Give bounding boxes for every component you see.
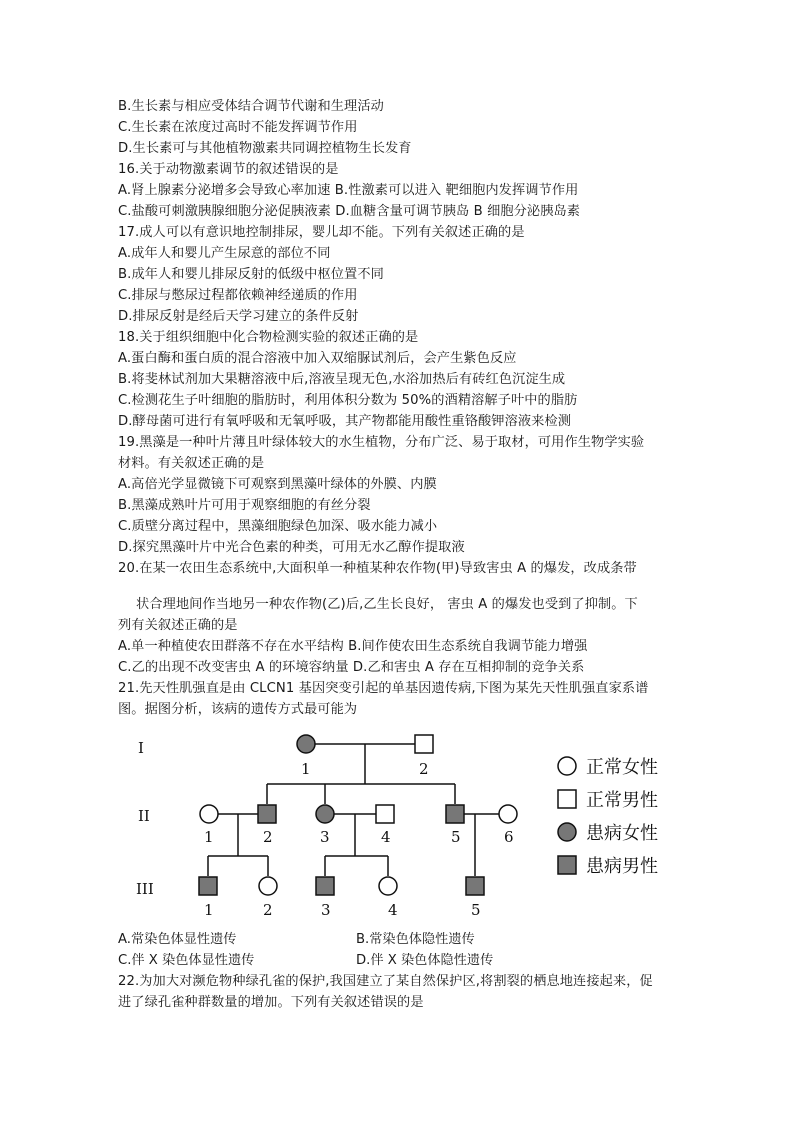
- question-21: 21.先天性肌强直是由 CLCN1 基因突变引起的单基因遗传病,下图为某先天性肌强直家系谱: [118, 681, 649, 696]
- label-III-3: 3: [321, 901, 331, 919]
- legend-affected-male-label: 患病男性: [586, 856, 658, 877]
- text-line: B.黑藻成熟叶片可用于观察细胞的有丝分裂: [118, 498, 371, 513]
- text-line: B.成年人和婴儿排尿反射的低级中枢位置不同: [118, 267, 384, 282]
- option-a: A.常染色体显性遗传: [118, 932, 237, 947]
- text-line: A.蛋白酶和蛋白质的混合溶液中加入双缩脲试剂后，会产生紫色反应: [118, 351, 517, 366]
- label-II-4: 4: [381, 828, 391, 846]
- affected-male-III-3: [316, 877, 334, 895]
- text-line: C.盐酸可刺激胰腺细胞分泌促胰液素 D.血糖含量可调节胰岛 B 细胞分泌胰岛素: [118, 204, 581, 219]
- question-16: 16.关于动物激素调节的叙述错误的是: [118, 162, 339, 177]
- affected-female-II-3: [316, 805, 334, 823]
- text-line: A.成年人和婴儿产生尿意的部位不同: [118, 246, 331, 261]
- label-III-5: 5: [471, 901, 481, 919]
- text-line: D.生长素可与其他植物激素共同调控植物生长发育: [118, 141, 412, 156]
- legend-normal-female-icon: [558, 757, 576, 775]
- generation-label-II: II: [138, 807, 150, 825]
- legend-normal-female-label: 正常女性: [586, 757, 658, 778]
- text-line: 图。据图分析，该病的遗传方式最可能为: [118, 702, 358, 717]
- label-II-6: 6: [504, 828, 514, 846]
- normal-female-II-6: [499, 805, 517, 823]
- question-19: 19.黑藻是一种叶片薄且叶绿体较大的水生植物，分布广泛、易于取材，可用作生物学实验: [118, 435, 645, 450]
- text-line: D.酵母菌可进行有氧呼吸和无氧呼吸，其产物都能用酸性重铬酸钾溶液来检测: [118, 414, 572, 429]
- text-line: C.生长素在浓度过高时不能发挥调节作用: [118, 120, 358, 135]
- label-II-1: 1: [204, 828, 214, 846]
- text-line: C.质壁分离过程中，黑藻细胞绿色加深、吸水能力减小: [118, 519, 438, 534]
- legend-normal-male-icon: [558, 790, 576, 808]
- label-III-2: 2: [263, 901, 273, 919]
- legend-normal-male-label: 正常男性: [586, 790, 658, 811]
- option-c: C.伴 X 染色体显性遗传: [118, 953, 255, 968]
- affected-female-I-1: [297, 735, 315, 753]
- label-II-3: 3: [320, 828, 330, 846]
- label-II-5: 5: [451, 828, 461, 846]
- label-I-1: 1: [301, 760, 311, 778]
- option-b: B.常染色体隐性遗传: [356, 932, 475, 947]
- affected-male-III-5: [466, 877, 484, 895]
- label-II-2: 2: [263, 828, 273, 846]
- text-line: B.将斐林试剂加大果糖溶液中后,溶液呈现无色,水浴加热后有砖红色沉淀生成: [118, 372, 566, 387]
- label-III-1: 1: [204, 901, 214, 919]
- affected-male-III-1: [199, 877, 217, 895]
- text-line: D.排尿反射是经后天学习建立的条件反射: [118, 309, 359, 324]
- question-18: 18.关于组织细胞中化合物检测实验的叙述正确的是: [118, 330, 419, 345]
- normal-female-II-1: [200, 805, 218, 823]
- pedigree-diagram: [118, 728, 678, 924]
- question-20: 20.在某一农田生态系统中,大面积单一种植某种农作物(甲)导致害虫 A 的爆发，改成条带: [118, 561, 637, 576]
- normal-female-III-2: [259, 877, 277, 895]
- label-III-4: 4: [388, 901, 398, 919]
- normal-male-I-2: [415, 735, 433, 753]
- text-line: B.生长素与相应受体结合调节代谢和生理活动: [118, 99, 384, 114]
- text-line: 材料。有关叙述正确的是: [118, 456, 265, 471]
- option-d: D.伴 X 染色体隐性遗传: [356, 953, 494, 968]
- legend-affected-female-icon: [558, 823, 576, 841]
- label-I-2: 2: [419, 760, 429, 778]
- affected-male-II-5: [446, 805, 464, 823]
- text-line: D.探究黑藻叶片中光合色素的种类，可用无水乙醇作提取液: [118, 540, 465, 555]
- text-line: 列有关叙述正确的是: [118, 618, 238, 633]
- text-line: C.乙的出现不改变害虫 A 的环境容纳量 D.乙和害虫 A 存在互相抑制的竞争关系: [118, 660, 585, 675]
- text-line: C.检测花生子叶细胞的脂肪时，利用体积分数为 50%的酒精溶解子叶中的脂肪: [118, 393, 578, 408]
- affected-male-II-2: [258, 805, 276, 823]
- question-22: 22.为加大对濒危物种绿孔雀的保护,我国建立了某自然保护区,将割裂的栖息地连接起来，促: [118, 974, 653, 989]
- generation-label-I: I: [138, 739, 144, 757]
- normal-male-II-4: [376, 805, 394, 823]
- text-line: A.单一种植使农田群落不存在水平结构 B.间作使农田生态系统自我调节能力增强: [118, 639, 588, 654]
- text-line: A.肾上腺素分泌增多会导致心率加速 B.性激素可以进入 靶细胞内发挥调节作用: [118, 183, 579, 198]
- text-line: 进了绿孔雀种群数量的增加。下列有关叙述错误的是: [118, 995, 424, 1010]
- legend-affected-female-label: 患病女性: [586, 823, 658, 844]
- legend-affected-male-icon: [558, 856, 576, 874]
- text-line: 状合理地间作当地另一种农作物(乙)后,乙生长良好， 害虫 A 的爆发也受到了抑制。下: [136, 597, 638, 612]
- text-line: A.高倍光学显微镜下可观察到黑藻叶绿体的外膜、内膜: [118, 477, 437, 492]
- question-17: 17.成人可以有意识地控制排尿，婴儿却不能。下列有关叙述正确的是: [118, 225, 525, 240]
- normal-female-III-4: [379, 877, 397, 895]
- text-line: C.排尿与憋尿过程都依赖神经递质的作用: [118, 288, 358, 303]
- generation-label-III: III: [136, 880, 154, 898]
